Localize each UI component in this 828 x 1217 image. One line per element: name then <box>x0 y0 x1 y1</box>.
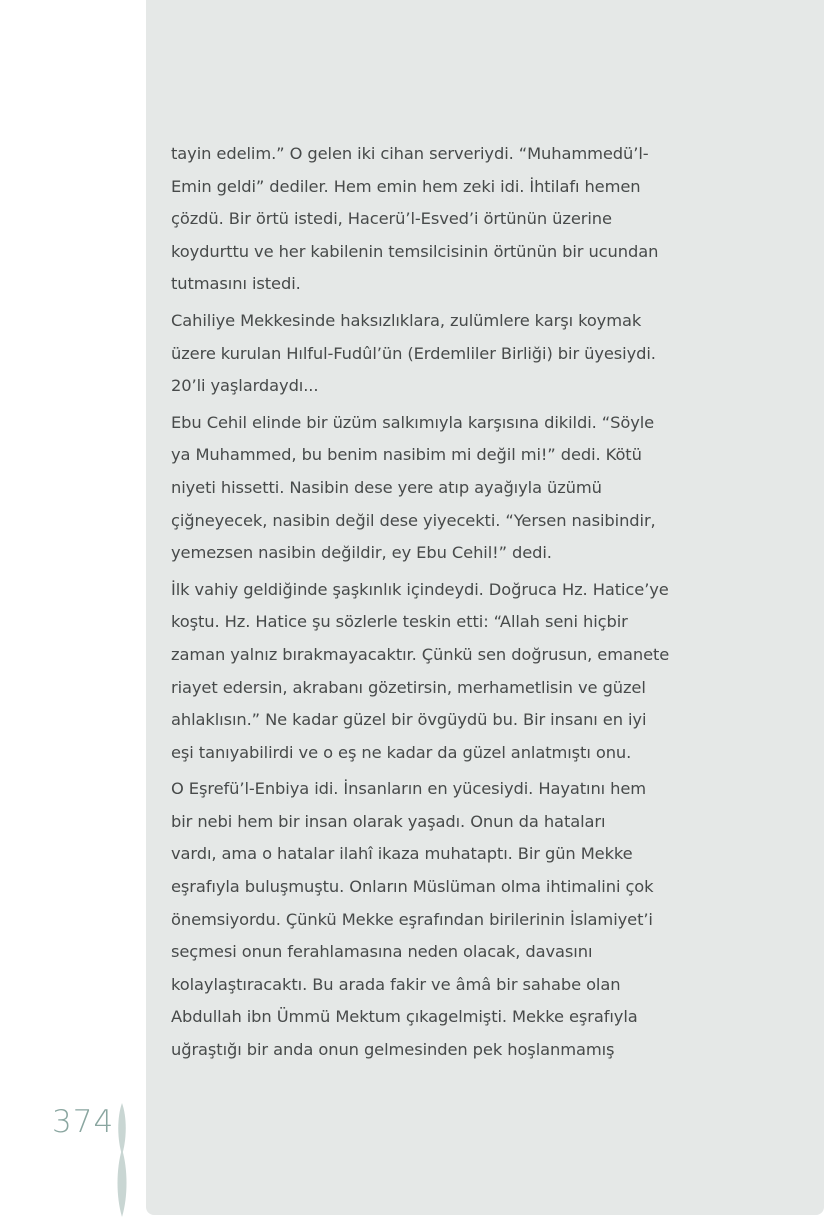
text-line: riayet edersin, akrabanı gözetirsin, merhametlisin ve güzel <box>171 677 646 697</box>
text-line: tutmasını istedi. <box>171 274 301 294</box>
paragraph <box>171 138 711 301</box>
page-number: 374 <box>52 1104 115 1140</box>
text-line: ahlaklısın.” Ne kadar güzel bir övgüydü bu. Bir insanı en iyi <box>171 710 647 730</box>
page-ornament-icon <box>114 1103 130 1217</box>
text-line: Ebu Cehil elinde bir üzüm salkımıyla karşısına dikildi. “Söyle <box>171 412 655 432</box>
text-line: çözdü. Bir örtü istedi, Hacerü’l-Esved’i örtünün üzerine <box>171 209 612 229</box>
text-line: seçmesi onun ferahlamasına neden olacak, davasını <box>171 942 593 962</box>
paragraph <box>171 773 711 1066</box>
text-line: zaman yalnız bırakmayacaktır. Çünkü sen doğrusun, emanete <box>171 644 670 664</box>
paragraph <box>171 305 711 403</box>
text-line: bir nebi hem bir insan olarak yaşadı. Onun da hataları <box>171 811 606 831</box>
text-line: İlk vahiy geldiğinde şaşkınlık içindeydi. Doğruca Hz. Hatice’ye <box>171 579 669 599</box>
text-line: uğraştığı bir anda onun gelmesinden pek hoşlanmamış <box>171 1040 615 1060</box>
paragraph <box>171 574 711 770</box>
text-line: yemezsen nasibin değildir, ey Ebu Cehil!” dedi. <box>171 543 552 563</box>
body-text <box>171 138 711 1071</box>
text-line: Abdullah ibn Ümmü Mektum çıkagelmişti. Mekke eşrafıyla <box>171 1007 638 1027</box>
paragraph <box>171 407 711 570</box>
text-line: O Eşrefü’l-Enbiya idi. İnsanların en yücesiydi. Hayatını hem <box>171 779 647 799</box>
text-line: vardı, ama o hatalar ilahî ikaza muhataptı. Bir gün Mekke <box>171 844 633 864</box>
text-line: ya Muhammed, bu benim nasibim mi değil mi!” dedi. Kötü <box>171 445 642 465</box>
text-line: Emin geldi” dediler. Hem emin hem zeki idi. İhtilafı hemen <box>171 176 641 196</box>
text-line: eşrafıyla buluşmuştu. Onların Müslüman olma ihtimalini çok <box>171 877 654 897</box>
text-line: tayin edelim.” O gelen iki cihan serveriydi. “Muhammedü’l- <box>171 144 649 163</box>
text-line: çiğneyecek, nasibin değil dese yiyecekti. “Yersen nasibindir, <box>171 510 656 530</box>
text-line: koştu. Hz. Hatice şu sözlerle teskin etti: “Allah seni hiçbir <box>171 612 628 632</box>
text-line: Cahiliye Mekkesinde haksızlıklara, zulümlere karşı koymak <box>171 310 642 330</box>
text-line: niyeti hissetti. Nasibin dese yere atıp ayağıyla üzümü <box>171 477 602 497</box>
text-line: üzere kurulan Hılful-Fudûl’ün (Erdemliler Birliği) bir üyesiydi. <box>171 343 656 363</box>
text-line: kolaylaştıracaktı. Bu arada fakir ve âmâ bir sahabe olan <box>171 974 621 994</box>
text-line: koydurttu ve her kabilenin temsilcisinin örtünün bir ucundan <box>171 241 659 261</box>
text-line: eşi tanıyabilirdi ve o eş ne kadar da güzel anlatmıştı onu. <box>171 742 632 762</box>
text-line: 20’li yaşlardaydı... <box>171 376 319 396</box>
text-line: önemsiyordu. Çünkü Mekke eşrafından birilerinin İslamiyet’i <box>171 909 653 929</box>
